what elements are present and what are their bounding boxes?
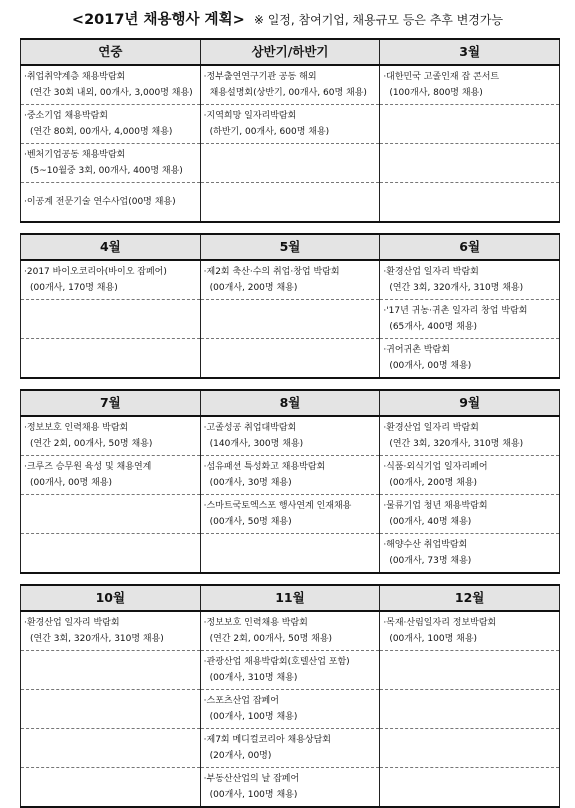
event-name: ·정보보호 인력채용 박람회 [203,618,308,628]
section-gap [21,378,560,390]
table-row [21,534,560,574]
event-name: ·2017 바이오코리아(바이오 잡페어) [24,267,167,277]
table-row [21,183,560,223]
event-cell [21,144,201,183]
event-name: ·스마트국토엑스포 행사연계 인재채용 [203,501,352,511]
event-cell [21,495,201,534]
event-cell [200,339,380,379]
event-cell [200,416,380,456]
column-header: 상반기/하반기 [200,39,380,65]
table-row [21,300,560,339]
event-cell [21,456,201,495]
event-cell [21,339,201,379]
event-cell [21,534,201,574]
event-name: ·취업취약계층 채용박람회 [24,72,126,82]
event-name: ·부동산산업의 날 잡페어 [203,774,300,784]
event-detail: (65개사, 400명 채용) [389,322,478,332]
section-header-row [21,585,560,611]
event-detail: (00개사, 00명 채용) [30,478,112,488]
event-cell [380,416,560,456]
event-name: ·크루즈 승무원 육성 및 채용연계 [24,462,152,472]
section-header-row [21,39,560,65]
column-header: 8월 [200,390,380,416]
event-cell [380,65,560,105]
table-row [21,105,560,144]
event-cell [200,183,380,223]
event-name: ·관광산업 채용박람회(호텔산업 포함) [203,657,350,667]
gap-cell [21,222,560,234]
schedule-table [20,38,560,808]
table-row [21,65,560,105]
event-cell [21,690,201,729]
column-header: 연중 [21,39,201,65]
event-detail: (5~10월중 3회, 00개사, 400명 채용) [30,166,183,176]
event-cell [200,65,380,105]
event-cell [380,690,560,729]
event-name: ·제2회 축산·수의 취업·창업 박람회 [203,267,340,277]
section-header-row [21,234,560,260]
table-row [21,144,560,183]
event-cell [380,456,560,495]
table-row [21,416,560,456]
event-cell [380,183,560,223]
event-cell [200,651,380,690]
event-name: ·식품·외식기업 일자리페어 [383,462,488,472]
event-detail: (연간 80회, 00개사, 4,000명 채용) [30,127,173,137]
column-header: 3월 [380,39,560,65]
column-header: 11월 [200,585,380,611]
event-detail: (00개사, 50명 채용) [209,517,292,527]
title-note: ※ 일정, 참여기업, 채용규모 등은 추후 변경가능 [253,13,504,27]
event-detail: (연간 3회, 320개사, 310명 채용) [389,439,524,449]
column-header: 6월 [380,234,560,260]
table-row [21,456,560,495]
event-cell [21,300,201,339]
column-header: 5월 [200,234,380,260]
event-cell [200,690,380,729]
page-title [0,6,575,32]
event-cell [21,729,201,768]
column-header: 4월 [21,234,201,260]
event-cell [380,495,560,534]
event-name: ·대한민국 고졸인재 잡 콘서트 [383,72,500,82]
event-cell [21,416,201,456]
table-row [21,768,560,808]
event-cell [21,611,201,651]
event-detail: (연간 2회, 00개사, 50명 채용) [30,439,153,449]
section-header-row [21,390,560,416]
event-detail: (연간 2회, 00개사, 50명 채용) [209,634,333,644]
event-cell [21,651,201,690]
event-detail: (20개사, 00명) [209,751,272,761]
event-detail: (00개사, 310명 채용) [209,673,298,683]
event-detail: (00개사, 00명 채용) [389,361,472,371]
event-cell [21,183,201,223]
event-detail: (연간 3회, 320개사, 310명 채용) [30,634,164,644]
event-detail: (연간 3회, 320개사, 310명 채용) [389,283,524,293]
event-cell [21,105,201,144]
event-name: ·환경산업 일자리 박람회 [383,423,479,433]
table-row [21,339,560,379]
event-cell [21,260,201,300]
column-header: 9월 [380,390,560,416]
event-detail: (연간 30회 내외, 00개사, 3,000명 채용) [30,88,193,98]
event-detail: (00개사, 200명 채용) [389,478,478,488]
event-detail: (00개사, 30명 채용) [209,478,292,488]
event-name: ·지역희망 일자리박람회 [203,111,297,121]
event-detail: 채용설명회(상반기, 00개사, 60명 채용) [209,88,367,98]
event-cell [380,611,560,651]
table-row [21,495,560,534]
event-detail: (00개사, 40명 채용) [389,517,472,527]
event-name: ·정보보호 인력채용 박람회 [24,423,129,433]
event-name: ·환경산업 일자리 박람회 [24,618,120,628]
event-name: ·이공계 전문기술 연수사업(00명 채용) [24,197,176,207]
event-name: ·환경산업 일자리 박람회 [383,267,479,277]
event-detail: (100개사, 800명 채용) [389,88,483,98]
event-cell [200,456,380,495]
event-cell [200,144,380,183]
event-cell [380,260,560,300]
table-row [21,651,560,690]
event-detail: (140개사, 300명 채용) [209,439,304,449]
event-cell [380,768,560,808]
table-row [21,729,560,768]
column-header: 10월 [21,585,201,611]
event-name: ·제7회 메디컬코리아 채용상담회 [203,735,331,745]
event-name: ·고졸성공 취업대박람회 [203,423,297,433]
event-detail: (00개사, 100명 채용) [389,634,478,644]
table-row [21,611,560,651]
column-header: 7월 [21,390,201,416]
event-name: ·스포츠산업 잡페어 [203,696,279,706]
event-name: ·'17년 귀농·귀촌 일자리 창업 박람회 [383,306,528,316]
event-name: ·중소기업 채용박람회 [24,111,108,121]
event-cell [380,651,560,690]
event-cell [21,768,201,808]
event-name: ·해양수산 취업박람회 [383,540,468,550]
table-row [21,260,560,300]
event-name: ·섬유패션 특성화고 채용박람회 [203,462,326,472]
event-cell [21,65,201,105]
event-detail: (하반기, 00개사, 600명 채용) [209,127,330,137]
table-row [21,690,560,729]
section-gap [21,573,560,585]
event-cell [200,300,380,339]
event-detail: (00개사, 100명 채용) [209,712,298,722]
event-detail: (00개사, 170명 채용) [30,283,118,293]
title-main: <2017년 채용행사 계획> [71,12,245,28]
event-cell [380,339,560,379]
event-name: ·벤처기업공동 채용박람회 [24,150,126,160]
event-cell [200,495,380,534]
event-cell [200,534,380,574]
schedule-body [21,39,560,807]
event-cell [380,534,560,574]
event-cell [200,105,380,144]
event-cell [200,611,380,651]
gap-cell [21,378,560,390]
event-cell [200,768,380,808]
event-cell [380,105,560,144]
column-header: 12월 [380,585,560,611]
section-gap [21,222,560,234]
event-cell [380,729,560,768]
event-cell [200,729,380,768]
event-detail: (00개사, 100명 채용) [209,790,298,800]
event-detail: (00개사, 73명 채용) [389,556,472,566]
event-name: ·목재·산림일자리 정보박람회 [383,618,497,628]
event-cell [380,144,560,183]
event-detail: (00개사, 200명 채용) [209,283,298,293]
event-cell [200,260,380,300]
event-name: ·물류기업 청년 채용박람회 [383,501,488,511]
event-cell [380,300,560,339]
gap-cell [21,573,560,585]
event-name: ·귀어귀촌 박람회 [383,345,450,355]
event-name: ·정부출연연구기관 공동 해외 [203,72,317,82]
